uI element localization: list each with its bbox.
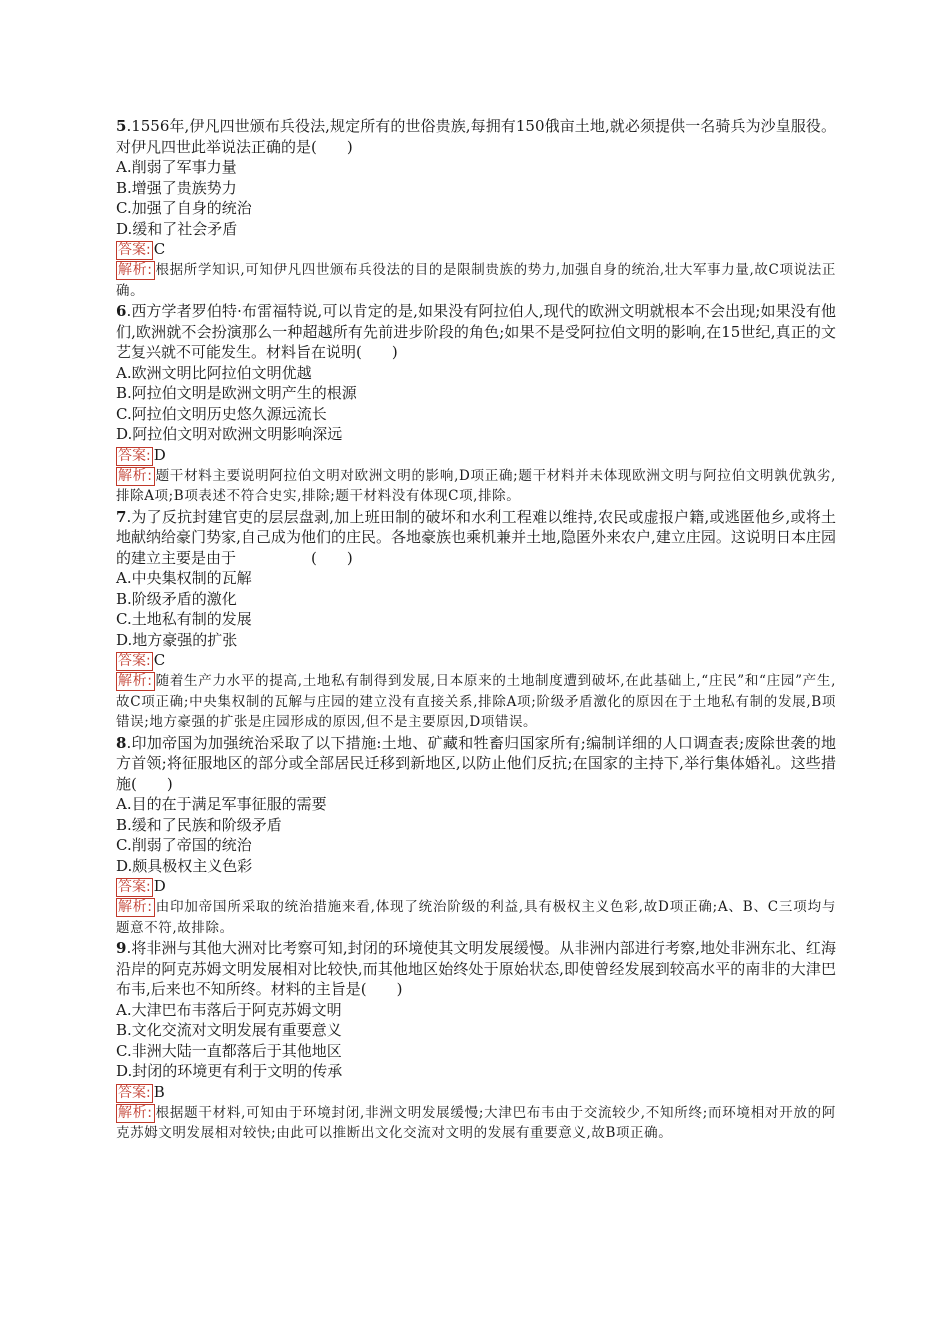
option-d: D.阿拉伯文明对欧洲文明影响深远 [116,425,343,443]
question-stem [116,301,836,363]
answer-line [116,239,836,260]
analysis-tag: 解析: [118,899,153,915]
option-a: A.大津巴布韦落后于阿克苏姆文明 [116,1000,342,1019]
analysis-line [116,671,836,733]
question-text: .西方学者罗伯特·布雷福特说,可以肯定的是,如果没有阿拉伯人,现代的欧洲文明就根本不会出现;如果没有他们,欧洲就不会扮演那么一种超越所有先前进步阶段的角色;如果不是受阿拉伯文明的影响,在15世纪,真正的文艺复兴就不可能发生。材料旨在说明( ) [116,302,836,361]
analysis-tag: 解析: [118,1104,153,1121]
option-a: A.目的在于满足军事征服的需要 [116,795,327,813]
option-c: C.土地私有制的发展 [116,610,252,628]
analysis-tag: 解析: [118,673,153,689]
option-b: B.增强了贵族势力 [116,178,237,197]
answer-line [116,1082,836,1103]
option-c: C.加强了自身的统治 [116,199,252,217]
option-b: B.缓和了民族和阶级矛盾 [116,815,282,834]
question-number: 9 [116,939,127,957]
option-d: D.缓和了社会矛盾 [116,219,238,238]
option-a: A.欧洲文明比阿拉伯文明优越 [116,363,312,382]
question-6 [116,301,836,507]
option-d: D.封闭的环境更有利于文明的传承 [116,1062,343,1080]
answer-value: D [153,445,166,464]
option-d: D.地方豪强的扩张 [116,630,238,649]
option-a: A.削弱了军事力量 [116,158,237,176]
analysis-line [116,1103,836,1144]
answer-value: D [153,877,166,895]
answer-line [116,876,836,897]
question-9 [116,938,836,1144]
question-text: .将非洲与其他大洲对比考察可知,封闭的环境使其文明发展缓慢。从非洲内部进行考察,地处非洲东北、红海沿岸的阿克苏姆文明发展相对比较快,而其他地区始终处于原始状态,即使曾经发展到较高水平的南非的大津巴布韦,后来也不知所终。材料的主旨是( ) [116,939,836,998]
analysis-text: 题干材料主要说明阿拉伯文明对欧洲文明的影响,D项正确;题干材料并未体现欧洲文明与阿拉伯文明孰优孰劣,排除A项;B项表述不符合史实,排除;题干材料没有体现C项,排除。 [116,467,836,504]
question-number: 7 [116,507,127,526]
analysis-line [116,897,836,938]
analysis-text: 根据所学知识,可知伊凡四世颁布兵役法的目的是限制贵族的势力,加强自身的统治,壮大军事力量,故C项说法正确。 [116,262,836,299]
question-7 [116,507,836,733]
analysis-line [116,466,836,507]
question-text: .为了反抗封建官吏的层层盘剥,加上班田制的破坏和水利工程难以维持,农民或虚报户籍,或逃匿他乡,或将土地献纳给豪门势家,自己成为他们的庄民。各地豪族也乘机兼并土地,隐匿外来农户,建立庄园。这说明日本庄园的建立主要是由于 ( ) [116,507,836,567]
analysis-text: 根据题干材料,可知由于环境封闭,非洲文明发展缓慢;大津巴布韦由于交流较少,不知所终;而环境相对开放的阿克苏姆文明发展相对较快;由此可以推断出文化交流对文明的发展有重要意义,故B项正确。 [116,1104,836,1141]
analysis-text: 随着生产力水平的提高,土地私有制得到发展,日本原来的土地制度遭到破坏,在此基础上,“庄民”和“庄园”产生,故C项正确;中央集权制的瓦解与庄园的建立没有直接关系,排除A项;阶级矛盾激化的原因在于土地私有制的发展,B项错误;地方豪强的扩张是庄园形成的原因,但不是主要原因,D项错误。 [116,673,836,730]
question-text: .1556年,伊凡四世颁布兵役法,规定所有的世俗贵族,每拥有150俄亩土地,就必须提供一名骑兵为沙皇服役。对伊凡四世此举说法正确的是( ) [116,117,836,156]
option-b: B.阶级矛盾的激化 [116,589,237,608]
answer-tag: 答案: [118,879,151,895]
question-stem [116,938,836,1000]
answer-line [116,445,836,466]
question-5 [116,116,836,301]
answer-tag: 答案: [118,447,151,464]
answer-tag: 答案: [118,653,151,669]
option-c: C.削弱了帝国的统治 [116,836,252,854]
answer-value: C [153,651,166,669]
analysis-line [116,260,836,301]
option-b: B.阿拉伯文明是欧洲文明产生的根源 [116,384,357,402]
analysis-text: 由印加帝国所采取的统治措施来看,体现了统治阶级的利益,具有极权主义色彩,故D项正确;A、B、C三项均与题意不符,故排除。 [116,899,836,936]
question-number: 5 [116,117,127,135]
analysis-tag: 解析: [118,262,153,278]
question-stem [116,507,836,569]
question-stem [116,733,836,795]
answer-value: B [153,1082,165,1101]
question-text: .印加帝国为加强统治采取了以下措施:土地、矿藏和牲畜归国家所有;编制详细的人口调查表;废除世袭的地方首领;将征服地区的部分或全部居民迁移到新地区,以防止他们反抗;在国家的主持下,举行集体婚礼。这些措施( ) [116,733,836,793]
question-stem [116,116,836,157]
option-c: C.阿拉伯文明历史悠久源远流长 [116,404,327,423]
analysis-tag: 解析: [118,467,153,484]
question-8 [116,733,836,939]
answer-tag: 答案: [118,242,151,258]
question-page [116,116,836,1144]
answer-value: C [153,240,166,258]
option-a: A.中央集权制的瓦解 [116,569,252,587]
option-c: C.非洲大陆一直都落后于其他地区 [116,1041,342,1060]
question-number: 8 [116,733,127,752]
option-d: D.颇具极权主义色彩 [116,856,253,875]
question-number: 6 [116,302,127,320]
answer-tag: 答案: [118,1084,151,1101]
option-b: B.文化交流对文明发展有重要意义 [116,1021,342,1039]
answer-line [116,650,836,671]
